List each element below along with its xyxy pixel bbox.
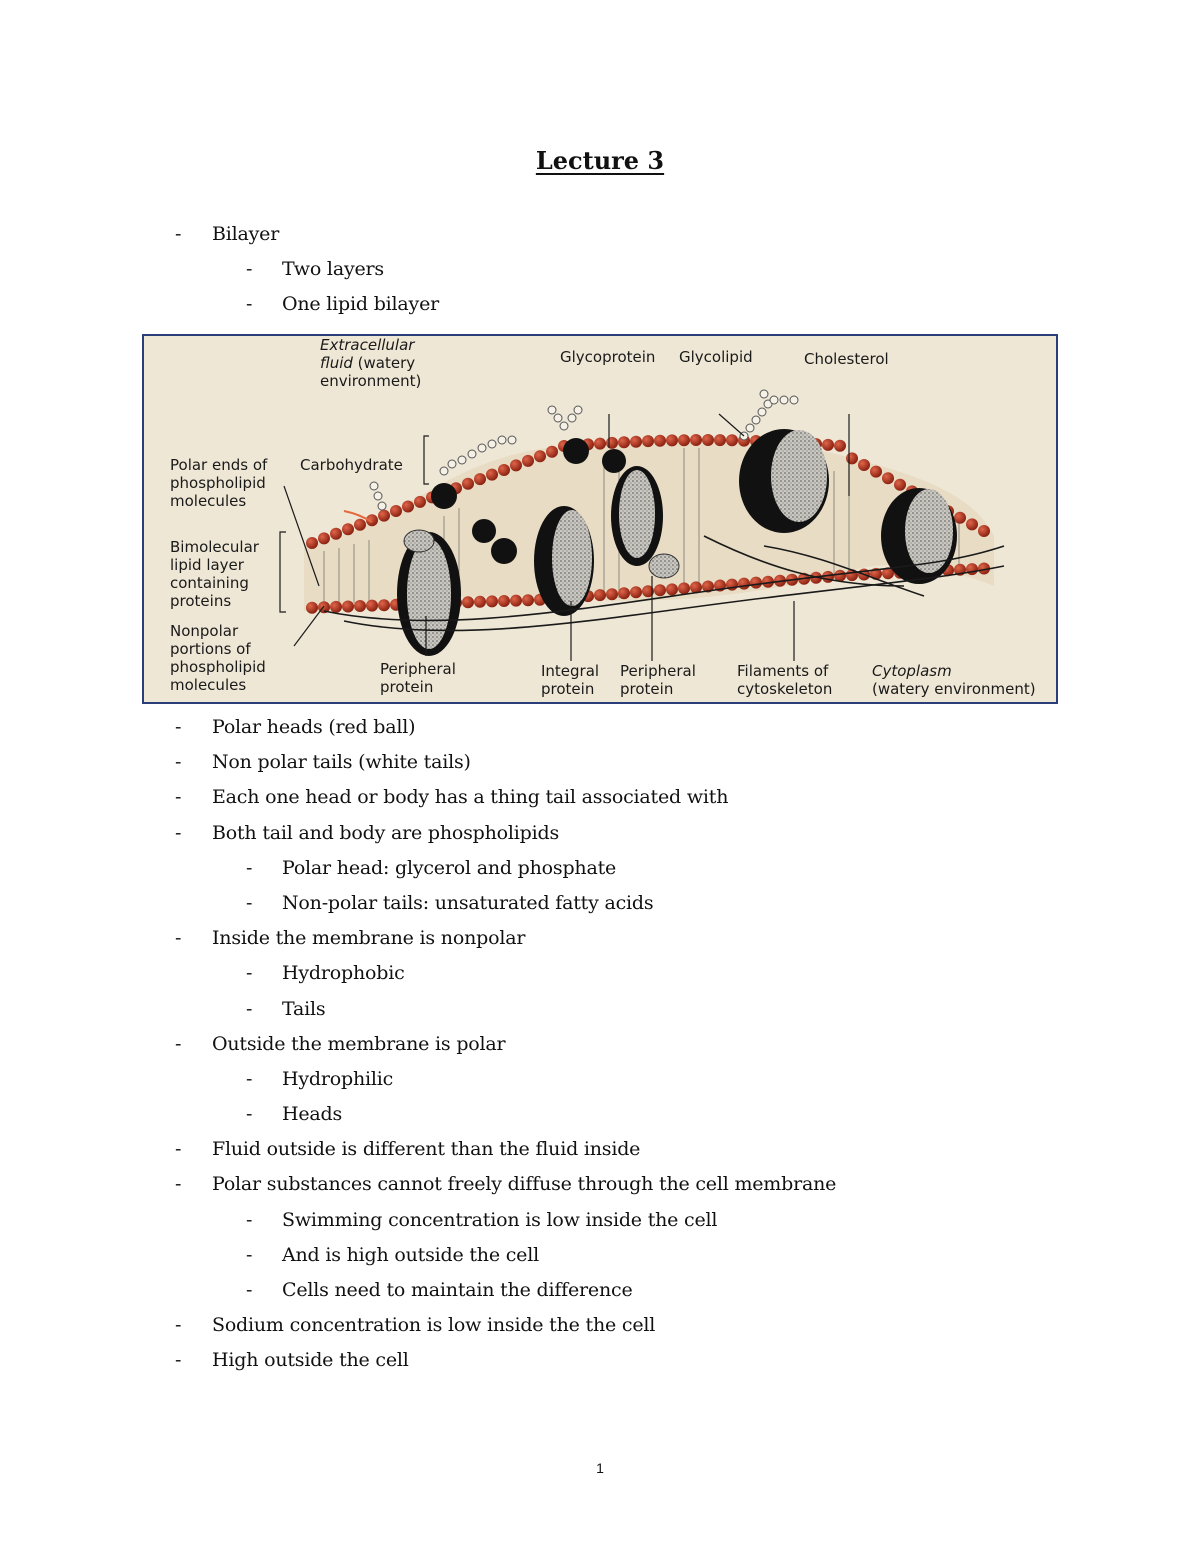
- phospholipid-head: [378, 510, 390, 522]
- label-cytoplasm-b: (watery environment): [872, 680, 1036, 698]
- list-item: [0, 1343, 1200, 1378]
- bullet-dash: -: [246, 293, 253, 316]
- label-extracellular-2: fluid (watery: [320, 354, 416, 372]
- list-item: [0, 1308, 1200, 1343]
- phospholipid-head: [678, 434, 690, 446]
- list-item: [0, 710, 1200, 745]
- label-nonpolar-4: molecules: [170, 676, 247, 694]
- label-filaments-b: cytoskeleton: [737, 680, 833, 698]
- list-item: [0, 851, 1200, 886]
- phospholipid-head: [894, 479, 906, 491]
- phospholipid-head: [378, 599, 390, 611]
- phospholipid-head: [342, 523, 354, 535]
- list-item-text: And is high outside the cell: [282, 1243, 539, 1266]
- bullet-dash: -: [246, 1103, 253, 1126]
- list-item: [0, 1273, 1200, 1308]
- label-peripheral-protein-1b: protein: [380, 678, 434, 696]
- list-item: [0, 921, 1200, 956]
- integral-protein-mid: [534, 506, 594, 616]
- phospholipid-head: [882, 472, 894, 484]
- phospholipid-head: [486, 469, 498, 481]
- list-item-text: Non polar tails (white tails): [212, 751, 471, 774]
- phospholipid-head: [522, 455, 534, 467]
- phospholipid-head: [750, 577, 762, 589]
- label-carbohydrate: Carbohydrate: [300, 456, 403, 474]
- phospholipid-head: [546, 446, 558, 458]
- list-item-text: Tails: [282, 997, 326, 1020]
- bullet-dash: -: [246, 962, 253, 985]
- list-item-text: Hydrophobic: [282, 962, 405, 985]
- cell-membrane-figure: [142, 334, 1058, 704]
- bullet-dash: -: [175, 1138, 182, 1161]
- list-item-text: Polar head: glycerol and phosphate: [282, 856, 617, 879]
- phospholipid-head: [978, 525, 990, 537]
- page-title: Lecture 3: [535, 146, 665, 175]
- list-item: [0, 992, 1200, 1027]
- phospholipid-head: [330, 528, 342, 540]
- phospholipid-head: [606, 437, 618, 449]
- label-peripheral-protein-2a: Peripheral: [620, 662, 696, 680]
- list-item-text: Hydrophilic: [282, 1067, 394, 1090]
- list-item-text: Each one head or body has a thing tail associated with: [212, 786, 729, 809]
- phospholipid-head: [462, 596, 474, 608]
- phospholipid-head: [630, 436, 642, 448]
- bullet-dash: -: [246, 1067, 253, 1090]
- list-item: [0, 217, 1200, 252]
- list-item-text: Heads: [282, 1103, 343, 1126]
- list-item: [0, 1027, 1200, 1062]
- label-cholesterol: Cholesterol: [804, 350, 889, 368]
- bullet-dash: -: [246, 856, 253, 879]
- bullet-dash: -: [175, 927, 182, 950]
- label-peripheral-protein-2b: protein: [620, 680, 674, 698]
- phospholipid-head: [474, 596, 486, 608]
- list-item-text: High outside the cell: [212, 1349, 409, 1372]
- bullet-dash: -: [246, 1243, 253, 1266]
- label-polar-ends-1: Polar ends of: [170, 456, 268, 474]
- phospholipid-head: [366, 600, 378, 612]
- bullet-dash: -: [175, 716, 182, 738]
- phospholipid-head: [834, 440, 846, 452]
- phospholipid-head: [474, 473, 486, 485]
- phospholipid-head: [318, 532, 330, 544]
- bullet-dash: -: [175, 1349, 182, 1372]
- list-item: [0, 1097, 1200, 1132]
- phospholipid-head: [666, 434, 678, 446]
- list-item: [0, 1167, 1200, 1202]
- list-item: [0, 1062, 1200, 1097]
- phospholipid-head: [486, 595, 498, 607]
- phospholipid-head: [594, 438, 606, 450]
- phospholipid-head: [618, 436, 630, 448]
- phospholipid-head: [966, 563, 978, 575]
- list-item-text: Non-polar tails: unsaturated fatty acids: [282, 891, 654, 914]
- integral-protein-far-right: [881, 488, 957, 584]
- bullet-dash: -: [175, 1032, 182, 1055]
- phospholipid-head: [462, 478, 474, 490]
- phospholipid-head: [966, 518, 978, 530]
- label-polar-ends-2: phospholipid: [170, 474, 266, 492]
- label-glycolipid: Glycolipid: [679, 348, 753, 366]
- list-item: [0, 1238, 1200, 1273]
- phospholipid-head: [354, 519, 366, 531]
- bullet-dash: -: [175, 1173, 182, 1196]
- phospholipid-head: [510, 459, 522, 471]
- bullet-dash: -: [175, 223, 182, 245]
- bullet-dash: -: [246, 1279, 253, 1301]
- phospholipid-head: [738, 578, 750, 590]
- label-integral-protein-a: Integral: [541, 662, 600, 680]
- phospholipid-head: [354, 600, 366, 612]
- phospholipid-head: [654, 435, 666, 447]
- phospholipid-head: [306, 602, 318, 614]
- bullet-dash: -: [175, 1314, 182, 1337]
- phospholipid-head: [498, 595, 510, 607]
- list-item: [0, 1203, 1200, 1238]
- list-item: [0, 252, 1200, 287]
- list-item: [0, 816, 1200, 851]
- phospholipid-head: [522, 594, 534, 606]
- phospholipid-head: [654, 584, 666, 596]
- phospholipid-head: [390, 505, 402, 517]
- list-item-text: Polar substances cannot freely diffuse through the cell membrane: [212, 1173, 837, 1196]
- bullet-dash: -: [175, 751, 182, 774]
- list-item-text: One lipid bilayer: [282, 293, 439, 316]
- phospholipid-head: [618, 587, 630, 599]
- list-item-text: Inside the membrane is nonpolar: [212, 927, 526, 950]
- bullet-dash: -: [246, 997, 253, 1020]
- phospholipid-head: [678, 582, 690, 594]
- list-item-text: Fluid outside is different than the fluid inside: [212, 1138, 641, 1161]
- phospholipid-head: [630, 586, 642, 598]
- bullet-dash: -: [246, 891, 253, 914]
- phospholipid-head: [726, 434, 738, 446]
- list-item: [0, 956, 1200, 991]
- label-nonpolar-3: phospholipid: [170, 658, 266, 676]
- bullet-dash: -: [246, 258, 253, 281]
- phospholipid-head: [342, 601, 354, 613]
- phospholipid-head: [498, 464, 510, 476]
- list-item-text: Outside the membrane is polar: [212, 1032, 506, 1055]
- list-item-text: Sodium concentration is low inside the the cell: [212, 1314, 656, 1337]
- integral-protein-left: [397, 532, 461, 656]
- list-item-text: Bilayer: [212, 223, 280, 245]
- phospholipid-head: [702, 434, 714, 446]
- phospholipid-head: [714, 434, 726, 446]
- bullet-list-bottom: [0, 710, 1200, 1379]
- integral-protein-right: [739, 429, 829, 533]
- label-glycoprotein: Glycoprotein: [560, 348, 656, 366]
- membrane-diagram: [144, 336, 1056, 702]
- phospholipid-head: [534, 450, 546, 462]
- phospholipid-head: [414, 496, 426, 508]
- label-cytoplasm-a: Cytoplasm: [872, 662, 952, 680]
- phospholipid-head: [306, 537, 318, 549]
- label-filaments-a: Filaments of: [737, 662, 829, 680]
- bullet-dash: -: [246, 1208, 253, 1231]
- list-item-text: Both tail and body are phospholipids: [212, 821, 559, 844]
- label-polar-ends-3: molecules: [170, 492, 247, 510]
- phospholipid-head: [858, 459, 870, 471]
- label-nonpolar-1: Nonpolar: [170, 622, 239, 640]
- label-bimolecular-3: containing: [170, 574, 249, 592]
- phospholipid-head: [606, 588, 618, 600]
- label-peripheral-protein-1a: Peripheral: [380, 660, 456, 678]
- list-item-text: Cells need to maintain the difference: [282, 1279, 633, 1301]
- bullet-dash: -: [175, 821, 182, 844]
- list-item: [0, 287, 1200, 322]
- phospholipid-head: [594, 589, 606, 601]
- label-extracellular-3: environment): [320, 372, 422, 390]
- list-item: [0, 780, 1200, 815]
- label-bimolecular-1: Bimolecular: [170, 538, 259, 556]
- page-number: 1: [596, 1460, 604, 1476]
- phospholipid-head: [642, 435, 654, 447]
- phospholipid-head: [822, 571, 834, 583]
- phospholipid-head: [330, 601, 342, 613]
- phospholipid-head: [954, 512, 966, 524]
- label-bimolecular-2: lipid layer: [170, 556, 244, 574]
- label-bimolecular-4: proteins: [170, 592, 232, 610]
- bullet-list-top: [0, 217, 1200, 323]
- integral-protein-center: [611, 466, 663, 566]
- phospholipid-head: [666, 583, 678, 595]
- phospholipid-head: [402, 501, 414, 513]
- phospholipid-head: [870, 466, 882, 478]
- phospholipid-head: [822, 439, 834, 451]
- list-item-text: Two layers: [282, 258, 384, 281]
- phospholipid-head: [690, 434, 702, 446]
- label-extracellular: Extracellular: [320, 336, 415, 354]
- list-item: [0, 1132, 1200, 1167]
- list-item: [0, 886, 1200, 921]
- list-item-text: Swimming concentration is low inside the cell: [282, 1208, 718, 1231]
- bullet-dash: -: [175, 786, 182, 809]
- list-item: [0, 745, 1200, 780]
- label-nonpolar-2: portions of: [170, 640, 251, 658]
- label-integral-protein-b: protein: [541, 680, 595, 698]
- phospholipid-head: [510, 595, 522, 607]
- phospholipid-head: [846, 452, 858, 464]
- list-item-text: Polar heads (red ball): [212, 716, 416, 738]
